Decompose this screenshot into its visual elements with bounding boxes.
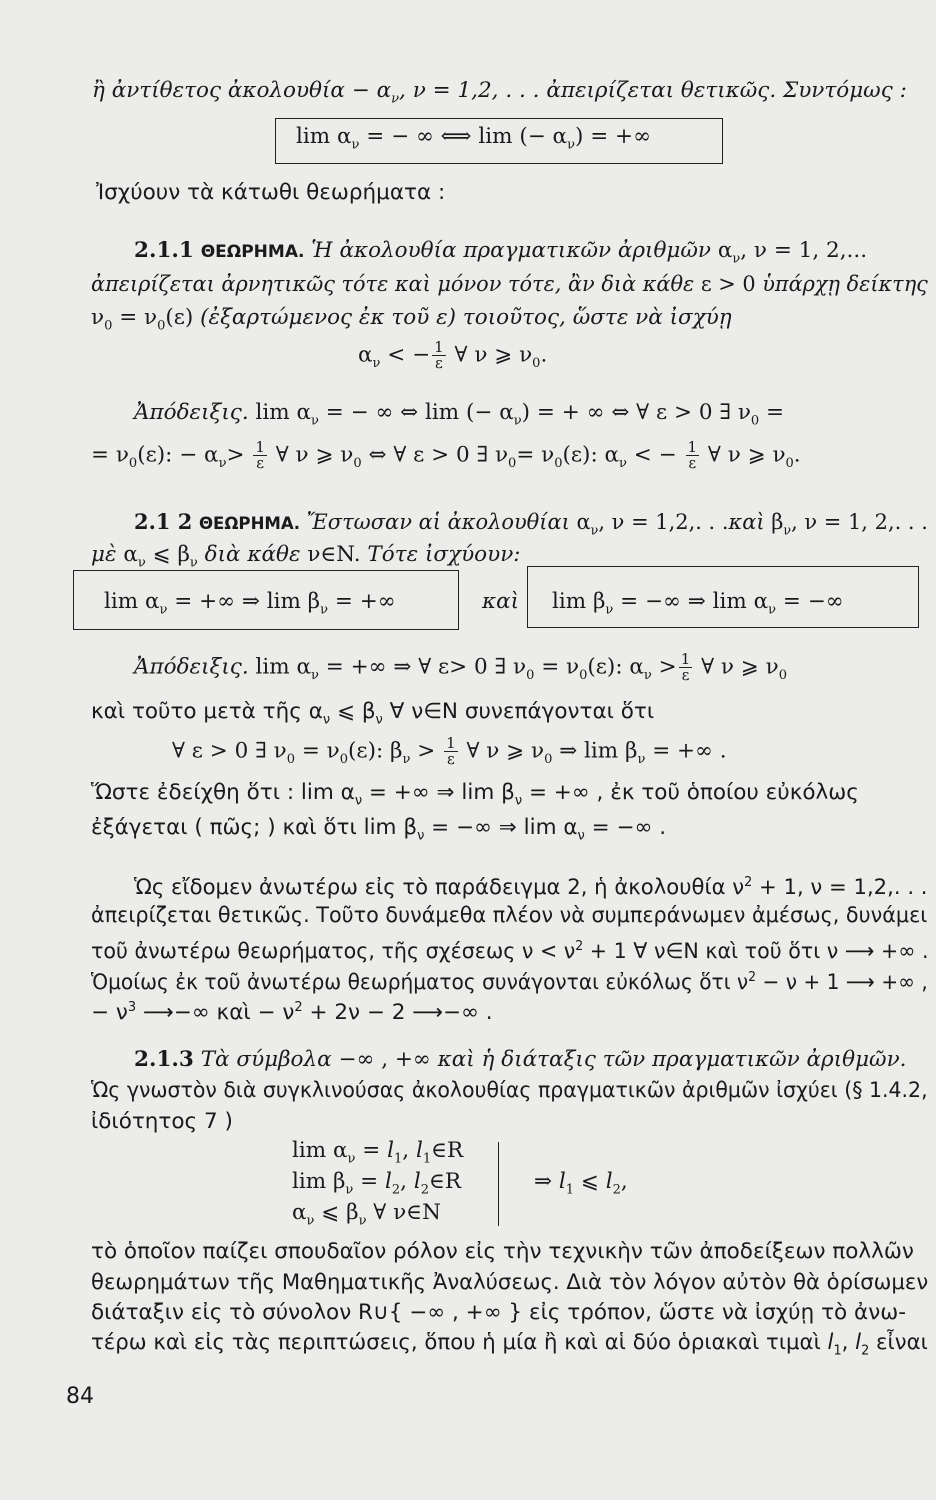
- text-line: τέρω καὶ εἰς τὰς περιπτώσεις, ὅπου ἡ μία ἢ καὶ αἱ δύο ὁριακαὶ τιμαὶ $l_1$, $l_2$ εἶναι: [91, 1330, 928, 1359]
- formula-line: ∀ ε > 0 ∃ $\nu_0 = \nu_0(\varepsilon)$: $\beta_\nu$ > $\frac{1}{\varepsilon}$ ∀ ν ⩾ $\nu_0$ ⇒ $\lim \beta_\nu$ = +∞ .: [172, 734, 727, 768]
- theorem-text: μὲ $\alpha_\nu$ ⩽ $\beta_\nu$ διὰ κάθε ν∈N. Τότε ἰσχύουν:: [91, 542, 521, 571]
- proof-line: Ἀπόδειξις. $\lim \alpha_\nu$ = +∞ ⇒ ∀ ε> 0 ∃ $\nu_0 = \nu_0(\varepsilon)$: $\alpha_\nu$ > $\frac{1}{\varepsilon}$ ∀ ν ⩾ $\nu_0$: [134, 650, 787, 684]
- text-line: ἢ ἀντίθετος ἀκολουθία − $\alpha_\nu$, ν = 1,2, . . . ἀπειρίζεται θετικῶς. Συντόμως :: [92, 78, 907, 107]
- page-number: 84: [66, 1384, 94, 1409]
- formula-line: $\lim \beta_\nu$ = −∞ ⇒ $\lim \alpha_\nu$ = −∞: [552, 589, 844, 618]
- system-line: $\alpha_\nu$ ⩽ $\beta_\nu$ ∀ ν∈N: [292, 1200, 441, 1229]
- text-line: θεωρημάτων τῆς Μαθηματικῆς Ἀναλύσεως. Διὰ τὸν λόγον αὐτὸν θὰ ὁρίσωμεν: [91, 1270, 929, 1295]
- proof-line: = $\nu_0(\varepsilon)$: − $\alpha_\nu>$ $\frac{1}{\varepsilon}$ ∀ ν ⩾ $\nu_0$ ⇔ ∀ ε > 0 ∃ $\nu_0= \nu_0(\varepsilon)$: $\alpha_\nu$ < − $\frac{1}{\varepsilon}$ ∀ ν ⩾ $\nu_0$.: [91, 438, 801, 472]
- theorem-text: ἀπειρίζεται ἀρνητικῶς τότε καὶ μόνον τότε, ἂν διὰ κάθε ε > 0 ὑπάρχῃ δείκτης: [91, 272, 928, 297]
- proof-line: Ἀπόδειξις. $\lim \alpha_\nu$ = − ∞ ⇔ lim (− $\alpha_\nu$) = + ∞ ⇔ ∀ ε > 0 ∃ $\nu_0$ =: [134, 400, 785, 429]
- system-conclusion: ⇒ $l_1$ ⩽ $l_2$,: [534, 1169, 628, 1198]
- connector-text: καὶ: [482, 589, 520, 614]
- formula-line: $\alpha_\nu$ < − $\frac{1}{\varepsilon}$ ∀ ν ⩾ $\nu_0$.: [358, 338, 548, 372]
- text-line: Ὥστε ἐδείχθη ὅτι : $\lim \alpha_\nu$ = +∞ ⇒ $\lim \beta_\nu$ = +∞ , ἐκ τοῦ ὁποίου εὐκόλως: [91, 780, 859, 809]
- text-line: ἀπειρίζεται θετικῶς. Τοῦτο δυνάμεθα πλέον νὰ συμπεράνωμεν ἀμέσως, δυνάμει: [91, 903, 928, 928]
- formula-line: $\lim \alpha_\nu$ = − ∞ ⟺ lim (− $\alpha_\nu$) = +∞: [296, 124, 651, 153]
- text-line: καὶ τοῦτο μετὰ τῆς $\alpha_\nu$ ⩽ $\beta_\nu$ ∀ ν∈N συνεπάγονται ὅτι: [91, 699, 655, 728]
- section-heading: 2.1.3 Τὰ σύμβολα −∞ , +∞ καὶ ἡ διάταξις τῶν πραγματικῶν ἀριθμῶν.: [134, 1047, 907, 1072]
- text-line: ἐξάγεται ( πῶς; ) καὶ ὅτι $\lim \beta_\nu$ = −∞ ⇒ $\lim \alpha_\nu$ = −∞ .: [91, 815, 667, 844]
- text-line: Ὁμοίως ἐκ τοῦ ἀνωτέρω θεωρήματος συνάγονται εὐκόλως ὅτι $\nu^2 - \nu + 1$ ⟶ +∞ ,: [91, 970, 928, 996]
- text-line: τοῦ ἀνωτέρω θεωρήματος, τῆς σχέσεως $\nu < \nu^2 + 1$ ∀ ν∈N καὶ τοῦ ὅτι ν ⟶ +∞ .: [91, 939, 929, 965]
- theorem-text: $\nu_0 = \nu_0(\varepsilon)$ (ἐξαρτώμενος ἐκ τοῦ ε) τοιοῦτος, ὥστε νὰ ἰσχύῃ: [91, 305, 732, 334]
- theorem-heading: 2.1.1 ΘΕΩΡΗΜΑ. Ἡ ἀκολουθία πραγματικῶν ἀριθμῶν $\alpha_\nu$, ν = 1, 2,...: [134, 238, 868, 267]
- text-line: Ἰσχύουν τὰ κάτωθι θεωρήματα :: [96, 180, 446, 205]
- text-line: ἰδιότητος 7 ): [91, 1109, 233, 1134]
- text-line: διάταξιν εἰς τὸ σύνολον R∪{ −∞ , +∞ } εἰς τρόπον, ὥστε νὰ ἰσχύῃ τὸ ἀνω-: [91, 1300, 906, 1325]
- formula-line: $\lim \alpha_\nu$ = +∞ ⇒ $\lim \beta_\nu$ = +∞: [104, 589, 396, 618]
- text-line: Ὡς γνωστὸν διὰ συγκλινούσας ἀκολουθίας πραγματικῶν ἀριθμῶν ἰσχύει (§ 1.4.2,: [91, 1078, 928, 1103]
- system-brace: [488, 1142, 499, 1226]
- system-line: $\lim \alpha_\nu = l_1$, $l_1\in R$: [292, 1138, 464, 1167]
- text-line: − $\nu^3$ ⟶−∞ καὶ − $\nu^2 + 2\nu - 2$ ⟶−∞ .: [91, 1000, 493, 1026]
- text-line: Ὡς εἴδομεν ἀνωτέρω εἰς τὸ παράδειγμα 2, ἡ ἀκολουθία $\nu^2 + 1$, ν = 1,2,. . .: [134, 875, 928, 901]
- theorem-heading: 2.1 2 ΘΕΩΡΗΜΑ. Ἔστωσαν αἱ ἀκολουθίαι $\alpha_\nu$, ν = 1,2,. . .καὶ $\beta_\nu$, ν = 1, 2,. . .: [134, 510, 928, 539]
- text-line: τὸ ὁποῖον παίζει σπουδαῖον ρόλον εἰς τὴν τεχνικὴν τῶν ἀποδείξεων πολλῶν: [91, 1239, 914, 1264]
- system-line: $\lim \beta_\nu = l_2$, $l_2\in R$: [292, 1169, 462, 1198]
